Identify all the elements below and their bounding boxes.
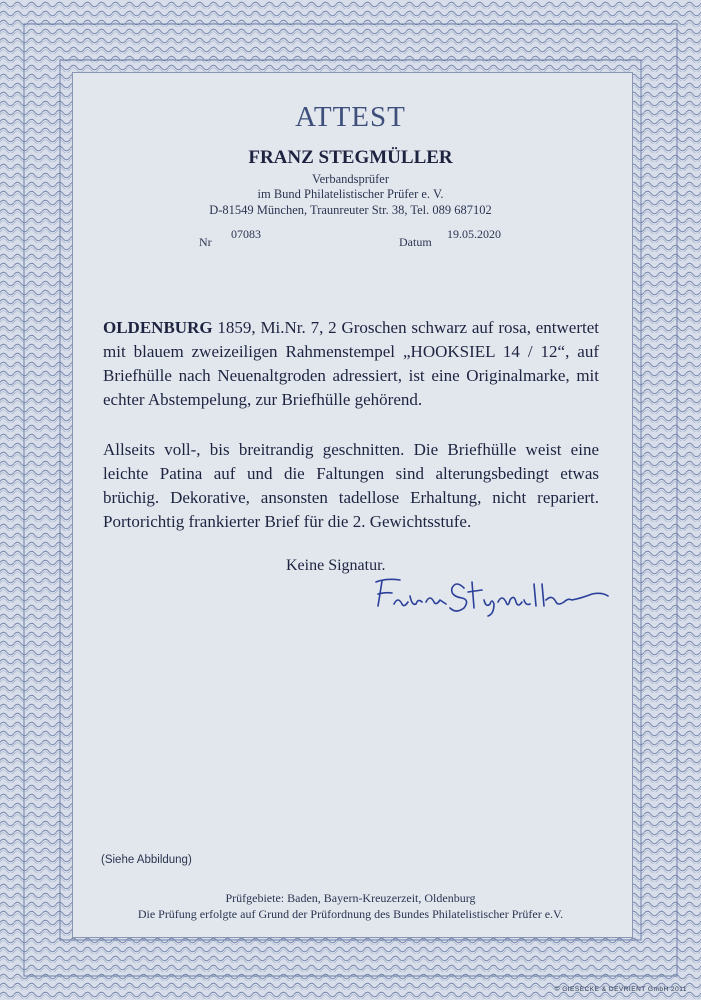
date-label: Datum [399,235,432,249]
examiner-name: FRANZ STEGMÜLLER [248,147,453,168]
printer-copyright: © GIESECKE & DEVRIENT GmbH 2011 [554,986,687,993]
number-label: Nr [199,235,212,249]
examination-areas: Prüfgebiete: Baden, Bayern-Kreuzerzeit, Oldenburg [225,891,476,905]
document-title: ATTEST [295,101,406,133]
no-signature-note: Keine Signatur. [286,557,386,574]
association-name: im Bund Philatelistischer Prüfer e. V. [257,187,444,201]
stamp-description: 1859, Mi.Nr. 7, 2 Groschen schwarz auf rosa, entwertet mit blauem zweizeiligen Rahmenstempel „HOOKSIEL 14 / 12“, auf Briefhülle nach Neuenaltgroden adressiert, ist eine Originalmarke, mit echter Abstempelung, zur Briefhülle gehörend. [103,318,600,409]
condition-paragraph: Allseits voll-, bis breitrandig geschnitten. Die Briefhülle weist eine leichte Patina auf und die Faltungen sind alterungsbedingt etwas brüchig. Dekorative, ansonsten tadellose Erhaltung, nicht repariert. Portorichtig frankierter Brief für die 2. Gewichtsstufe. [103,440,599,531]
see-image-note: (Siehe Abbildung) [101,854,192,866]
certificate-number: 07083 [231,227,261,241]
examination-rules-note: Die Prüfung erfolgte auf Grund der Prüfordnung des Bundes Philatelistischer Prüfer e.V. [137,907,564,921]
stamp-country: OLDENBURG [103,318,213,337]
examiner-role: Verbandsprüfer [311,172,390,186]
certificate-date: 19.05.2020 [447,227,501,241]
examiner-address: D-81549 München, Traunreuter Str. 38, Tel. 089 687102 [209,203,492,217]
handwritten-signature [372,574,612,618]
expert-opinion-paragraph [103,316,599,412]
